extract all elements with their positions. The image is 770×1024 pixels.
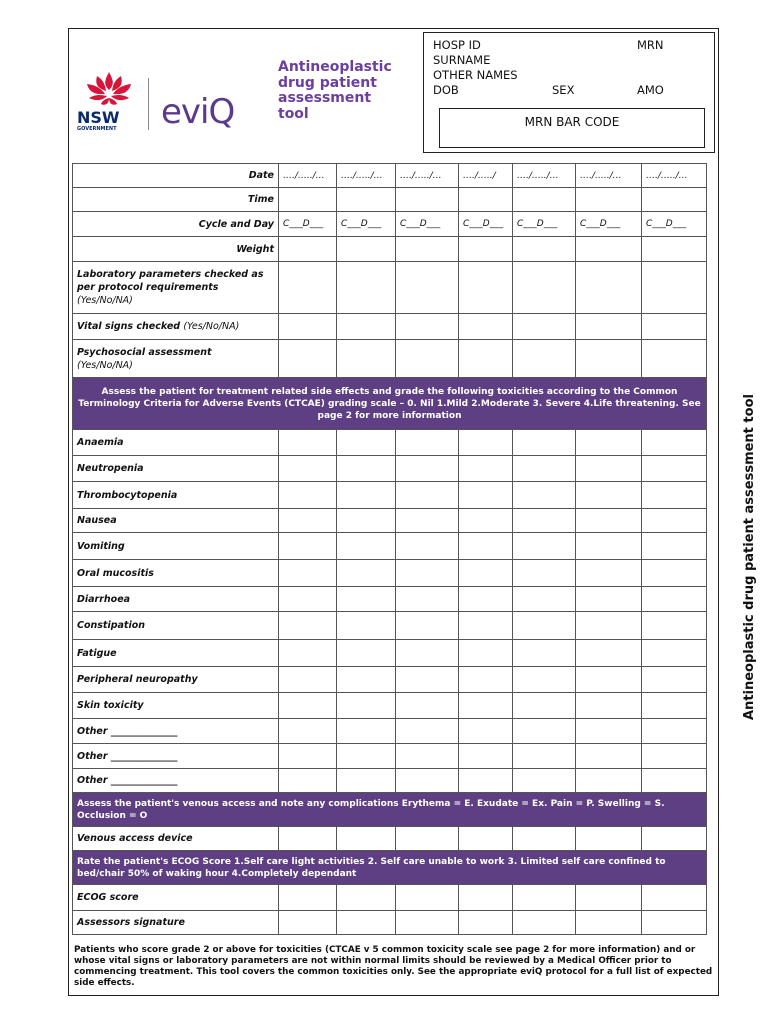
footer-note: Patients who score grade 2 or above for toxicities (CTCAE v 5 common toxicity scale see page 2 for more information) and or whose vital signs or laboratory parameters are not within normal limits should be reviewed by a Medical Officer prior to commencing treatment. This tool covers the common toxicities only. See the appropriate eviQ protocol for a full list of expected side effects. bbox=[74, 945, 713, 988]
toxicity-grade-cell[interactable] bbox=[642, 509, 707, 533]
date-cell[interactable]: …./…../… bbox=[576, 164, 642, 188]
toxicity-grade-cell[interactable] bbox=[642, 482, 707, 509]
logo-divider bbox=[148, 78, 149, 130]
weight-cell[interactable] bbox=[396, 237, 459, 262]
hosp-id-label: HOSP ID bbox=[433, 38, 481, 52]
toxicity-grade-cell[interactable] bbox=[337, 560, 396, 587]
weight-row bbox=[73, 237, 707, 262]
lab-cell[interactable] bbox=[279, 262, 337, 314]
signature-cell[interactable] bbox=[279, 911, 337, 935]
cycle-day-cell[interactable]: C___D___ bbox=[396, 212, 459, 237]
lab-cell[interactable] bbox=[459, 262, 513, 314]
other-names-label: OTHER NAMES bbox=[433, 68, 518, 82]
weight-cell[interactable] bbox=[642, 237, 707, 262]
vital-cell[interactable] bbox=[576, 314, 642, 340]
sex-label: SEX bbox=[552, 83, 575, 97]
toxicity-grade-cell[interactable] bbox=[642, 667, 707, 693]
time-row bbox=[73, 188, 707, 212]
time-cell[interactable] bbox=[513, 188, 576, 212]
toxicity-label: Constipation bbox=[73, 612, 279, 640]
cycle-day-cell[interactable]: C___D___ bbox=[337, 212, 396, 237]
venous-label: Venous access device bbox=[73, 827, 279, 851]
toxicity-grade-cell[interactable] bbox=[513, 640, 576, 667]
vital-signs-text: Vital signs checked bbox=[77, 321, 181, 332]
time-cell[interactable] bbox=[576, 188, 642, 212]
cycle-day-row bbox=[73, 212, 707, 237]
vital-cell[interactable] bbox=[513, 314, 576, 340]
toxicity-grade-cell[interactable] bbox=[279, 456, 337, 482]
date-cell[interactable]: …./…../… bbox=[396, 164, 459, 188]
toxicity-row bbox=[73, 744, 707, 769]
ecog-cell[interactable] bbox=[337, 885, 396, 911]
time-cell[interactable] bbox=[337, 188, 396, 212]
toxicity-grade-cell[interactable] bbox=[279, 430, 337, 456]
toxicity-row bbox=[73, 667, 707, 693]
vital-cell[interactable] bbox=[459, 314, 513, 340]
toxicity-row bbox=[73, 587, 707, 612]
toxicity-row bbox=[73, 456, 707, 482]
toxicity-label: Other ______________ bbox=[73, 769, 279, 793]
signature-cell[interactable] bbox=[642, 911, 707, 935]
venous-cell[interactable] bbox=[513, 827, 576, 851]
toxicity-row bbox=[73, 482, 707, 509]
toxicity-grade-cell[interactable] bbox=[513, 509, 576, 533]
toxicity-grade-cell[interactable] bbox=[279, 587, 337, 612]
toxicity-grade-cell[interactable] bbox=[396, 744, 459, 769]
toxicity-grade-cell[interactable] bbox=[576, 456, 642, 482]
toxicity-grade-cell[interactable] bbox=[396, 719, 459, 744]
toxicity-grade-cell[interactable] bbox=[513, 482, 576, 509]
signature-cell[interactable] bbox=[337, 911, 396, 935]
toxicity-rows bbox=[73, 430, 707, 793]
vital-cell[interactable] bbox=[642, 314, 707, 340]
toxicity-grade-cell[interactable] bbox=[279, 693, 337, 719]
psycho-cell[interactable] bbox=[513, 340, 576, 378]
ecog-banner-row bbox=[73, 851, 707, 885]
ecog-cell[interactable] bbox=[513, 885, 576, 911]
amo-label: AMO bbox=[637, 83, 664, 97]
toxicity-grade-cell[interactable] bbox=[576, 430, 642, 456]
toxicity-grade-cell[interactable] bbox=[513, 719, 576, 744]
lab-cell[interactable] bbox=[396, 262, 459, 314]
psycho-cell[interactable] bbox=[396, 340, 459, 378]
document-title bbox=[278, 60, 418, 122]
toxicity-label: Other ______________ bbox=[73, 744, 279, 769]
toxicity-grade-cell[interactable] bbox=[513, 744, 576, 769]
toxicity-grade-cell[interactable] bbox=[576, 560, 642, 587]
vital-cell[interactable] bbox=[337, 314, 396, 340]
ecog-cell[interactable] bbox=[642, 885, 707, 911]
toxicity-grade-cell[interactable] bbox=[396, 640, 459, 667]
toxicity-grade-cell[interactable] bbox=[337, 482, 396, 509]
toxicity-label: Peripheral neuropathy bbox=[73, 667, 279, 693]
toxicity-grade-cell[interactable] bbox=[279, 667, 337, 693]
toxicity-grade-cell[interactable] bbox=[279, 769, 337, 793]
toxicity-grade-cell[interactable] bbox=[337, 667, 396, 693]
dob-label: DOB bbox=[433, 83, 459, 97]
psycho-cell[interactable] bbox=[576, 340, 642, 378]
date-cell[interactable]: …./…../… bbox=[513, 164, 576, 188]
lab-cell[interactable] bbox=[576, 262, 642, 314]
toxicity-row bbox=[73, 719, 707, 744]
toxicity-grade-cell[interactable] bbox=[642, 612, 707, 640]
time-cell[interactable] bbox=[279, 188, 337, 212]
toxicity-grade-cell[interactable] bbox=[396, 509, 459, 533]
toxicity-grade-cell[interactable] bbox=[279, 560, 337, 587]
toxicity-grade-cell[interactable] bbox=[513, 693, 576, 719]
toxicity-row bbox=[73, 533, 707, 560]
toxicity-grade-cell[interactable] bbox=[279, 533, 337, 560]
toxicity-label: Fatigue bbox=[73, 640, 279, 667]
toxicity-grade-cell[interactable] bbox=[642, 744, 707, 769]
venous-cell[interactable] bbox=[279, 827, 337, 851]
signature-cell[interactable] bbox=[576, 911, 642, 935]
logo-area bbox=[75, 70, 275, 140]
toxicity-grade-cell[interactable] bbox=[396, 456, 459, 482]
toxicity-grade-cell[interactable] bbox=[459, 560, 513, 587]
toxicity-grade-cell[interactable] bbox=[513, 430, 576, 456]
lab-params-row bbox=[73, 262, 707, 314]
toxicity-grade-cell[interactable] bbox=[279, 612, 337, 640]
lab-cell[interactable] bbox=[513, 262, 576, 314]
cycle-day-cell[interactable]: C___D___ bbox=[279, 212, 337, 237]
toxicity-grade-cell[interactable] bbox=[337, 769, 396, 793]
toxicity-grade-cell[interactable] bbox=[642, 560, 707, 587]
date-cell[interactable]: …./…../… bbox=[642, 164, 707, 188]
psychosocial-label bbox=[73, 340, 279, 378]
title-line: drug patient bbox=[278, 74, 377, 91]
toxicity-grade-cell[interactable] bbox=[396, 587, 459, 612]
ecog-cell[interactable] bbox=[576, 885, 642, 911]
toxicity-grade-cell[interactable] bbox=[396, 667, 459, 693]
toxicity-label: Skin toxicity bbox=[73, 693, 279, 719]
toxicity-grade-cell[interactable] bbox=[396, 560, 459, 587]
toxicity-grade-cell[interactable] bbox=[513, 667, 576, 693]
toxicity-row bbox=[73, 560, 707, 587]
toxicity-grade-cell[interactable] bbox=[396, 769, 459, 793]
toxicity-grade-cell[interactable] bbox=[459, 769, 513, 793]
toxicity-grade-cell[interactable] bbox=[459, 667, 513, 693]
psychosocial-row bbox=[73, 340, 707, 378]
toxicity-grade-cell[interactable] bbox=[459, 509, 513, 533]
toxicity-grade-cell[interactable] bbox=[576, 612, 642, 640]
toxicity-grade-cell[interactable] bbox=[396, 693, 459, 719]
vital-signs-row bbox=[73, 314, 707, 340]
toxicity-grade-cell[interactable] bbox=[459, 612, 513, 640]
toxicity-grade-cell[interactable] bbox=[642, 719, 707, 744]
vital-cell[interactable] bbox=[396, 314, 459, 340]
toxicity-grade-cell[interactable] bbox=[337, 719, 396, 744]
weight-cell[interactable] bbox=[337, 237, 396, 262]
toxicity-grade-cell[interactable] bbox=[513, 587, 576, 612]
psycho-cell[interactable] bbox=[337, 340, 396, 378]
assessment-table bbox=[72, 163, 707, 935]
lab-params-label bbox=[73, 262, 279, 314]
toxicity-label: Thrombocytopenia bbox=[73, 482, 279, 509]
cycle-day-cell[interactable]: C___D___ bbox=[513, 212, 576, 237]
toxicity-grade-cell[interactable] bbox=[396, 612, 459, 640]
ecog-row bbox=[73, 885, 707, 911]
toxicity-grade-cell[interactable] bbox=[279, 640, 337, 667]
toxicity-grade-cell[interactable] bbox=[642, 693, 707, 719]
toxicity-grade-cell[interactable] bbox=[396, 430, 459, 456]
toxicity-grade-cell[interactable] bbox=[513, 533, 576, 560]
lab-params-text: Laboratory parameters checked as per protocol requirements bbox=[77, 269, 264, 293]
date-cell[interactable]: …./…../ bbox=[459, 164, 513, 188]
mrn-label: MRN bbox=[637, 38, 664, 52]
toxicity-grade-cell[interactable] bbox=[337, 456, 396, 482]
date-label: Date bbox=[73, 164, 279, 188]
nsw-government-label: GOVERNMENT bbox=[77, 126, 117, 132]
toxicity-grade-cell[interactable] bbox=[576, 509, 642, 533]
toxicity-grade-cell[interactable] bbox=[576, 587, 642, 612]
toxicity-grade-cell[interactable] bbox=[576, 719, 642, 744]
vital-signs-label bbox=[73, 314, 279, 340]
nsw-waratah-logo bbox=[79, 70, 139, 110]
toxicity-label: Diarrhoea bbox=[73, 587, 279, 612]
weight-cell[interactable] bbox=[279, 237, 337, 262]
toxicity-grade-cell[interactable] bbox=[642, 769, 707, 793]
title-line: assessment bbox=[278, 90, 372, 106]
ecog-instructions-banner: Rate the patient's ECOG Score 1.Self care light activities 2. Self care unable to work 3. Limited self care confined to bed/chair 50% of waking hour 4.Completely dependant bbox=[73, 851, 707, 885]
time-cell[interactable] bbox=[642, 188, 707, 212]
toxicity-grade-cell[interactable] bbox=[279, 719, 337, 744]
toxicity-grade-cell[interactable] bbox=[576, 640, 642, 667]
toxicity-grade-cell[interactable] bbox=[459, 587, 513, 612]
signature-cell[interactable] bbox=[513, 911, 576, 935]
toxicity-grade-cell[interactable] bbox=[576, 693, 642, 719]
time-cell[interactable] bbox=[459, 188, 513, 212]
toxicity-grade-cell[interactable] bbox=[459, 640, 513, 667]
toxicity-grade-cell[interactable] bbox=[337, 612, 396, 640]
psycho-cell[interactable] bbox=[642, 340, 707, 378]
toxicity-grade-cell[interactable] bbox=[459, 482, 513, 509]
date-row bbox=[73, 164, 707, 188]
toxicity-row bbox=[73, 509, 707, 533]
toxicity-grade-cell[interactable] bbox=[513, 769, 576, 793]
toxicity-grade-cell[interactable] bbox=[279, 509, 337, 533]
toxicity-grade-cell[interactable] bbox=[576, 533, 642, 560]
date-cell[interactable]: …./…../… bbox=[279, 164, 337, 188]
toxicity-row bbox=[73, 612, 707, 640]
date-cell[interactable]: …./…../… bbox=[337, 164, 396, 188]
cycle-day-cell[interactable]: C___D___ bbox=[642, 212, 707, 237]
signature-row bbox=[73, 911, 707, 935]
psycho-cell[interactable] bbox=[279, 340, 337, 378]
toxicity-grade-cell[interactable] bbox=[337, 744, 396, 769]
nsw-wordmark: NSW bbox=[77, 108, 120, 127]
toxicity-grade-cell[interactable] bbox=[459, 533, 513, 560]
venous-banner-row bbox=[73, 793, 707, 827]
toxicity-instructions-banner: Assess the patient for treatment related side effects and grade the following toxicities according to the Common Terminology Criteria for Adverse Events (CTCAE) grading scale – 0. Nil 1.Mild 2.Moderate 3. Severe 4.Life threatening. See page 2 for more information bbox=[73, 378, 707, 430]
toxicity-grade-cell[interactable] bbox=[337, 533, 396, 560]
venous-cell[interactable] bbox=[576, 827, 642, 851]
toxicity-grade-cell[interactable] bbox=[459, 719, 513, 744]
signature-label: Assessors signature bbox=[73, 911, 279, 935]
toxicity-grade-cell[interactable] bbox=[337, 430, 396, 456]
vital-signs-note: (Yes/No/NA) bbox=[183, 321, 240, 332]
title-line: Antineoplastic bbox=[278, 59, 392, 75]
lab-cell[interactable] bbox=[642, 262, 707, 314]
toxicity-grade-cell[interactable] bbox=[576, 744, 642, 769]
toxicity-row bbox=[73, 693, 707, 719]
ecog-label: ECOG score bbox=[73, 885, 279, 911]
venous-cell[interactable] bbox=[396, 827, 459, 851]
toxicity-grade-cell[interactable] bbox=[337, 509, 396, 533]
toxicity-grade-cell[interactable] bbox=[459, 430, 513, 456]
lab-params-note: (Yes/No/NA) bbox=[77, 295, 133, 306]
toxicity-row bbox=[73, 769, 707, 793]
toxicity-grade-cell[interactable] bbox=[337, 693, 396, 719]
toxicity-grade-cell[interactable] bbox=[279, 744, 337, 769]
vital-cell[interactable] bbox=[279, 314, 337, 340]
toxicity-label: Oral mucositis bbox=[73, 560, 279, 587]
toxicity-label: Neutropenia bbox=[73, 456, 279, 482]
toxicity-grade-cell[interactable] bbox=[642, 430, 707, 456]
signature-cell[interactable] bbox=[459, 911, 513, 935]
cycle-day-label: Cycle and Day bbox=[73, 212, 279, 237]
toxicity-grade-cell[interactable] bbox=[459, 744, 513, 769]
venous-cell[interactable] bbox=[459, 827, 513, 851]
toxicity-row bbox=[73, 640, 707, 667]
toxicity-grade-cell[interactable] bbox=[396, 533, 459, 560]
time-label: Time bbox=[73, 188, 279, 212]
toxicity-grade-cell[interactable] bbox=[576, 667, 642, 693]
toxicity-label: Nausea bbox=[73, 509, 279, 533]
lab-cell[interactable] bbox=[337, 262, 396, 314]
ecog-cell[interactable] bbox=[459, 885, 513, 911]
eviq-logo: eviQ bbox=[161, 92, 235, 132]
ecog-cell[interactable] bbox=[279, 885, 337, 911]
toxicity-row bbox=[73, 430, 707, 456]
weight-label: Weight bbox=[73, 237, 279, 262]
patient-details-box bbox=[423, 32, 715, 153]
mrn-barcode-box: MRN BAR CODE bbox=[439, 108, 705, 148]
signature-cell[interactable] bbox=[396, 911, 459, 935]
toxicity-grade-cell[interactable] bbox=[576, 769, 642, 793]
toxicity-label: Anaemia bbox=[73, 430, 279, 456]
toxicity-grade-cell[interactable] bbox=[513, 560, 576, 587]
psychosocial-note: (Yes/No/NA) bbox=[77, 359, 133, 371]
cycle-day-cell[interactable]: C___D___ bbox=[459, 212, 513, 237]
weight-cell[interactable] bbox=[459, 237, 513, 262]
toxicity-grade-cell[interactable] bbox=[279, 482, 337, 509]
toxicity-grade-cell[interactable] bbox=[513, 612, 576, 640]
toxicity-grade-cell[interactable] bbox=[396, 482, 459, 509]
toxicity-grade-cell[interactable] bbox=[459, 693, 513, 719]
toxicity-grade-cell[interactable] bbox=[513, 456, 576, 482]
ecog-cell[interactable] bbox=[396, 885, 459, 911]
weight-cell[interactable] bbox=[513, 237, 576, 262]
psychosocial-text: Psychosocial assessment bbox=[77, 346, 212, 358]
surname-label: SURNAME bbox=[433, 53, 491, 67]
time-cell[interactable] bbox=[396, 188, 459, 212]
toxicity-grade-cell[interactable] bbox=[337, 640, 396, 667]
toxicity-grade-cell[interactable] bbox=[642, 587, 707, 612]
venous-row bbox=[73, 827, 707, 851]
toxicity-grade-cell[interactable] bbox=[642, 640, 707, 667]
toxicity-grade-cell[interactable] bbox=[642, 533, 707, 560]
venous-cell[interactable] bbox=[642, 827, 707, 851]
title-line: tool bbox=[278, 105, 309, 122]
weight-cell[interactable] bbox=[576, 237, 642, 262]
toxicity-grade-cell[interactable] bbox=[576, 482, 642, 509]
toxicity-label: Other ______________ bbox=[73, 719, 279, 744]
venous-instructions-banner: Assess the patient's venous access and note any complications Erythema = E. Exudate = Ex. Pain = P. Swelling = S. Occlusion = O bbox=[73, 793, 707, 827]
side-title: Antineoplastic drug patient assessment tool bbox=[742, 394, 757, 720]
venous-cell[interactable] bbox=[337, 827, 396, 851]
toxicity-grade-cell[interactable] bbox=[459, 456, 513, 482]
toxicity-grade-cell[interactable] bbox=[642, 456, 707, 482]
toxicity-label: Vomiting bbox=[73, 533, 279, 560]
cycle-day-cell[interactable]: C___D___ bbox=[576, 212, 642, 237]
toxicity-grade-cell[interactable] bbox=[337, 587, 396, 612]
toxicity-banner-row bbox=[73, 378, 707, 430]
psycho-cell[interactable] bbox=[459, 340, 513, 378]
